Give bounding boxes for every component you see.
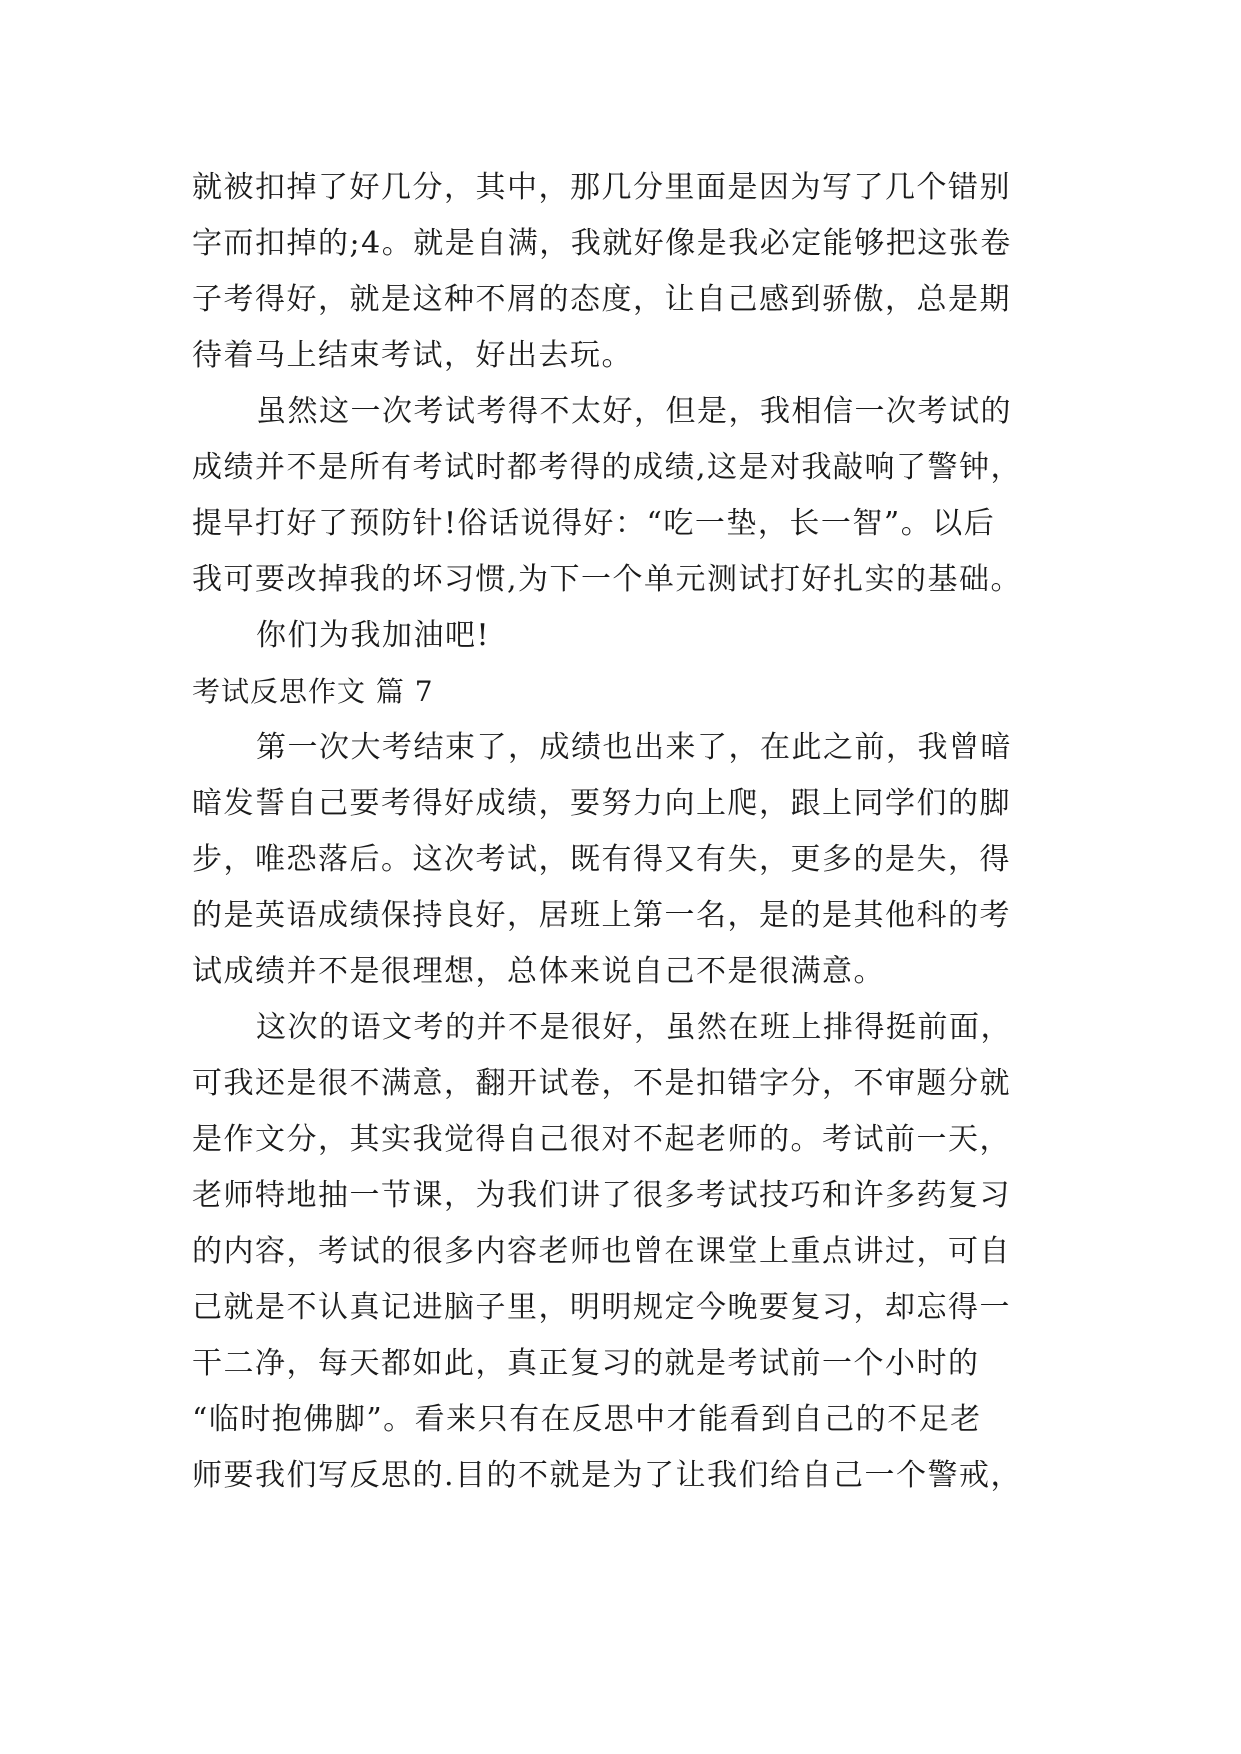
text-line: 子考得好，就是这种不屑的态度，让自己感到骄傲，总是期 [192,282,1011,317]
text-line: 字而扣掉的;4。就是自满，我就好像是我必定能够把这张卷 [192,226,1012,261]
text-line: 己就是不认真记进脑子里，明明规定今晚要复习，却忘得一 [192,1290,1011,1325]
text-line: 提早打好了预防针!俗话说得好：“吃一垫，长一智”。以后 [192,506,996,541]
text-line: 的内容，考试的很多内容老师也曾在课堂上重点讲过，可自 [192,1234,1011,1269]
text-line: “临时抱佛脚”。看来只有在反思中才能看到自己的不足老 [192,1402,982,1437]
text-line: 可我还是很不满意，翻开试卷，不是扣错字分，不审题分就 [192,1066,1011,1101]
text-line: 第一次大考结束了，成绩也出来了，在此之前，我曾暗 [256,730,1012,765]
text-line: 的是英语成绩保持良好，居班上第一名，是的是其他科的考 [192,898,1011,933]
text-line: 成绩并不是所有考试时都考得的成绩,这是对我敲响了警钟， [192,450,1023,485]
text-line: 你们为我加油吧! [256,618,491,653]
document-body [192,160,1072,1504]
text-line: 试成绩并不是很理想，总体来说自己不是很满意。 [192,954,885,989]
text-line: 干二净，每天都如此，真正复习的就是考试前一个小时的 [192,1346,980,1381]
text-line: 是作文分，其实我觉得自己很对不起老师的。考试前一天， [192,1122,1011,1157]
text-line: 我可要改掉我的坏习惯,为下一个单元测试打好扎实的基础。 [192,562,1023,597]
text-line: 这次的语文考的并不是很好，虽然在班上排得挺前面， [256,1010,1012,1045]
text-line: 步，唯恐落后。这次考试，既有得又有失，更多的是失，得 [192,842,1011,877]
text-line: 待着马上结束考试，好出去玩。 [192,338,633,373]
text-line: 老师特地抽一节课，为我们讲了很多考试技巧和许多药复习 [192,1178,1011,1213]
text-line: 师要我们写反思的.目的不就是为了让我们给自己一个警戒， [192,1458,1023,1493]
text-line: 就被扣掉了好几分，其中，那几分里面是因为写了几个错别 [192,170,1011,205]
section-heading: 考试反思作文 篇 7 [192,675,434,708]
text-line: 暗发誓自己要考得好成绩，要努力向上爬，跟上同学们的脚 [192,786,1011,821]
text-line: 虽然这一次考试考得不太好，但是，我相信一次考试的 [256,394,1012,429]
